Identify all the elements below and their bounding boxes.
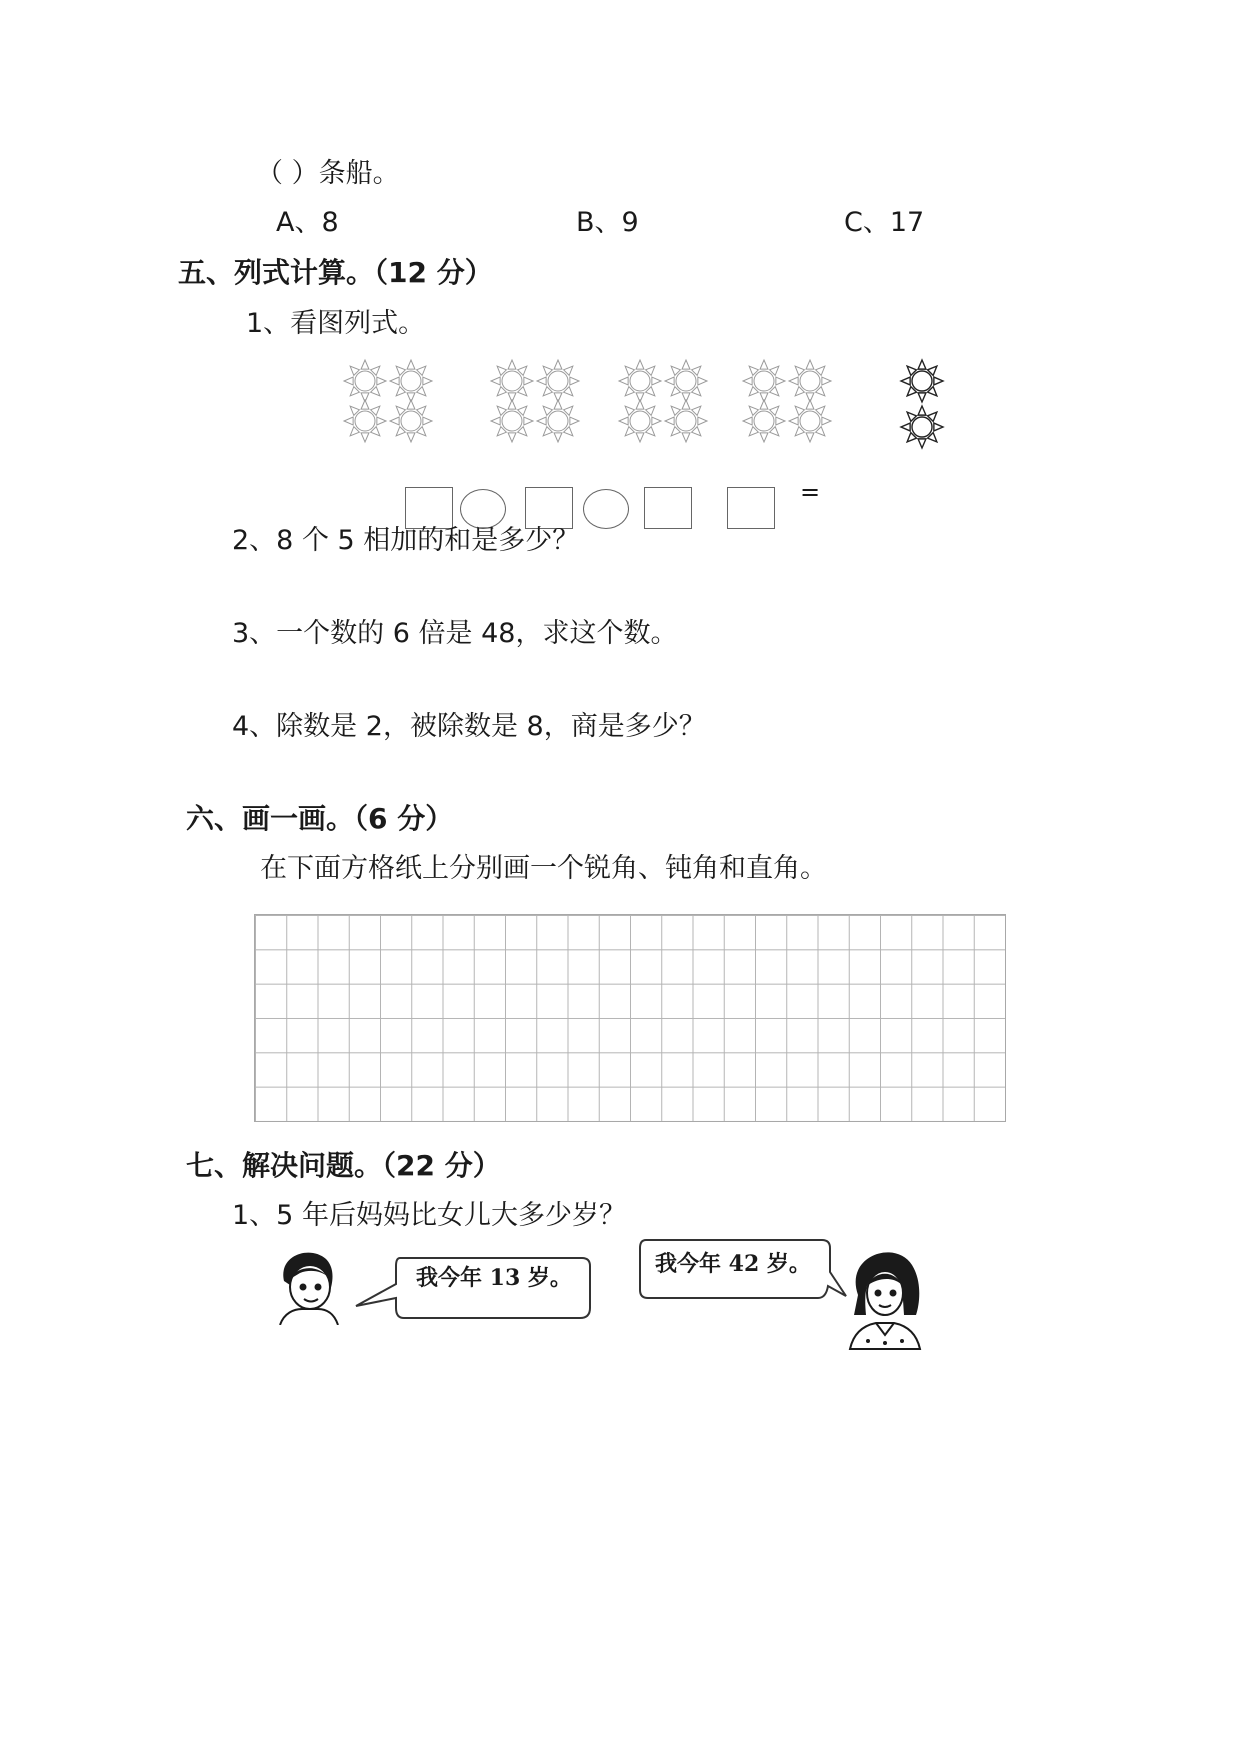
- section7-q1: 1、5 年后妈妈比女儿大多少岁？: [232, 1200, 626, 1231]
- faded-sun: [533, 396, 583, 446]
- answer-box-4[interactable]: [727, 487, 775, 529]
- section5-q2: 2、8 个 5 相加的和是多少？: [232, 525, 580, 556]
- section5-q1: 1、看图列式。: [246, 308, 426, 339]
- bold-sun: [897, 356, 947, 406]
- answer-box-2[interactable]: [525, 487, 573, 529]
- option-c: C、17: [844, 207, 925, 238]
- faded-sun: [615, 396, 665, 446]
- section6-title: 六、画一画。（6 分）: [186, 802, 454, 835]
- answer-box-1[interactable]: [405, 487, 453, 529]
- section6-instruction: 在下面方格纸上分别画一个锐角、钝角和直角。: [260, 853, 827, 884]
- faded-sun: [340, 396, 390, 446]
- mother-illustration: [840, 1245, 930, 1350]
- option-a: A、8: [276, 207, 339, 238]
- operator-oval-1[interactable]: [460, 489, 506, 529]
- option-b: B、9: [576, 207, 639, 238]
- equals-sign: =: [800, 478, 821, 506]
- faded-sun: [386, 396, 436, 446]
- daughter-illustration: [270, 1245, 350, 1325]
- daughter-speech-text: 我今年 13 岁。: [416, 1265, 572, 1291]
- faded-sun: [661, 396, 711, 446]
- faded-sun: [739, 396, 789, 446]
- faded-sun: [487, 396, 537, 446]
- section7-title: 七、解决问题。（22 分）: [186, 1149, 501, 1182]
- operator-oval-2[interactable]: [583, 489, 629, 529]
- drawing-grid[interactable]: [254, 914, 1006, 1122]
- section5-q3: 3、一个数的 6 倍是 48，求这个数。: [232, 618, 678, 649]
- faded-sun: [785, 396, 835, 446]
- answer-box-3[interactable]: [644, 487, 692, 529]
- section5-title: 五、列式计算。（12 分）: [178, 256, 493, 289]
- blank-line: （ ）条船。: [256, 158, 400, 189]
- bold-sun: [897, 402, 947, 452]
- section5-q4: 4、除数是 2，被除数是 8，商是多少？: [232, 711, 706, 742]
- mother-speech-text: 我今年 42 岁。: [655, 1251, 811, 1277]
